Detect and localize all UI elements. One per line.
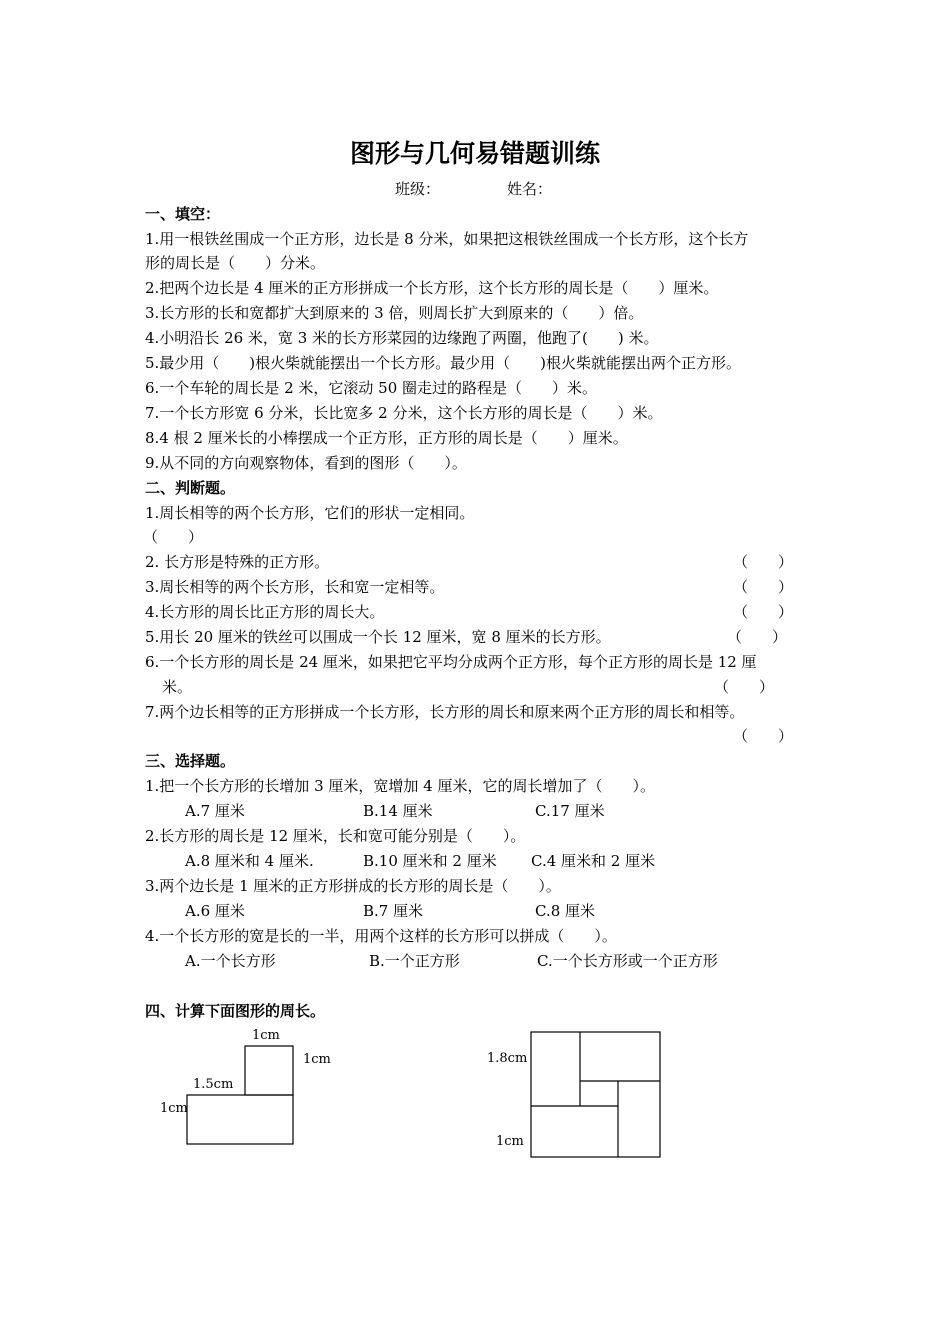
judge-q5-answer: （ ）	[727, 628, 788, 646]
judge-q2-answer: （ ）	[733, 553, 794, 571]
judge-q3-answer: （ ）	[733, 578, 794, 596]
fill-q4: 4.小明沿长 26 米，宽 3 米的长方形菜园的边缘跑了两圈，他跑了( ) 米。	[145, 329, 659, 347]
choice-q3-option-b: B.7 厘米	[363, 902, 424, 920]
figure-1-small-square	[245, 1046, 293, 1095]
figure-1-large-rectangle	[187, 1095, 293, 1144]
choice-q4-option-a: A.一个长方形	[185, 952, 276, 970]
fill-q9: 9.从不同的方向观察物体，看到的图形（ ）。	[145, 454, 467, 472]
fill-q1-line1: 1.用一根铁丝围成一个正方形，边长是 8 分米，如果把这根铁丝围成一个长方形，这个长方	[145, 230, 749, 248]
page-title: 图形与几何易错题训练	[349, 139, 600, 168]
choice-q2: 2.长方形的周长是 12 厘米，长和宽可能分别是（ ）。	[145, 827, 526, 845]
class-label: 班级：	[395, 180, 441, 198]
judge-q2: 2. 长方形是特殊的正方形。	[145, 553, 330, 571]
fill-q1-line2: 形的周长是（ ）分米。	[145, 254, 326, 272]
figure-2-top-left-label: 1.8cm	[487, 1051, 528, 1066]
choice-q4-option-b: B.一个正方形	[369, 952, 460, 970]
judge-q6-line2: 米。	[162, 678, 193, 696]
judge-q1: 1.周长相等的两个长方形，它们的形状一定相同。	[145, 504, 475, 522]
choice-q2-option-a: A.8 厘米和 4 厘米.	[185, 852, 314, 870]
calc-heading: 四、计算下面图形的周长。	[145, 1002, 326, 1020]
figure-1-left-label: 1cm	[160, 1101, 188, 1116]
figure-2-outer-square	[531, 1032, 660, 1157]
figure-1	[187, 1046, 293, 1144]
judge-heading: 二、判断题。	[145, 479, 236, 497]
choice-q3: 3.两个边长是 1 厘米的正方形拼成的长方形的周长是（ ）。	[145, 877, 561, 895]
fill-q6: 6.一个车轮的周长是 2 米，它滚动 50 圈走过的路程是（ ）米。	[145, 379, 598, 397]
judge-q7: 7.两个边长相等的正方形拼成一个长方形，长方形的周长和原来两个正方形的周长和相等。	[145, 703, 745, 721]
choice-q1: 1.把一个长方形的长增加 3 厘米，宽增加 4 厘米，它的周长增加了（ ）。	[145, 777, 655, 795]
figure-1-top-label: 1cm	[252, 1028, 280, 1043]
choice-q2-option-b: B.10 厘米和 2 厘米	[363, 852, 497, 870]
figure-1-mid-label: 1.5cm	[193, 1077, 234, 1092]
judge-q7-answer: （ ）	[733, 727, 794, 745]
choice-q3-option-c: C.8 厘米	[535, 902, 596, 920]
fill-q8: 8.4 根 2 厘米长的小棒摆成一个正方形，正方形的周长是（ ）厘米。	[145, 429, 628, 447]
figure-1-right-label: 1cm	[303, 1052, 331, 1067]
judge-q4: 4.长方形的周长比正方形的周长大。	[145, 603, 385, 621]
choice-q1-option-a: A.7 厘米	[185, 802, 245, 820]
judge-q5: 5.用长 20 厘米的铁丝可以围成一个长 12 厘米，宽 8 厘米的长方形。	[145, 628, 611, 646]
judge-q6-line1: 6.一个长方形的周长是 24 厘米，如果把它平均分成两个正方形，每个正方形的周长是 12 厘	[145, 653, 757, 671]
choice-q4: 4.一个长方形的宽是长的一半，用两个这样的长方形可以拼成（ ）。	[145, 927, 617, 945]
fill-q5: 5.最少用（ )根火柴就能摆出一个长方形。最少用（ )根火柴就能摆出两个正方形。	[145, 354, 742, 372]
figure-2	[531, 1032, 660, 1157]
choice-heading: 三、选择题。	[145, 752, 236, 770]
choice-q1-option-b: B.14 厘米	[363, 802, 433, 820]
choice-q1-option-c: C.17 厘米	[535, 802, 605, 820]
fill-heading: 一、填空：	[145, 205, 221, 223]
judge-q6-answer: （ ）	[714, 678, 775, 696]
choice-q4-option-c: C.一个长方形或一个正方形	[537, 952, 718, 970]
fill-q3: 3.长方形的长和宽都扩大到原来的 3 倍，则周长扩大到原来的（ ）倍。	[145, 304, 644, 322]
fill-q7: 7.一个长方形宽 6 分米，长比宽多 2 分米，这个长方形的周长是（ ）米。	[145, 404, 663, 422]
fill-q2: 2.把两个边长是 4 厘米的正方形拼成一个长方形，这个长方形的周长是（ ）厘米。	[145, 279, 719, 297]
judge-q3: 3.周长相等的两个长方形，长和宽一定相等。	[145, 578, 445, 596]
choice-q3-option-a: A.6 厘米	[185, 902, 245, 920]
judge-q4-answer: （ ）	[733, 603, 794, 621]
choice-q2-option-c: C.4 厘米和 2 厘米	[531, 852, 656, 870]
name-label: 姓名：	[507, 180, 553, 198]
judge-q1-answer: （ ）	[143, 528, 204, 546]
figure-2-bottom-left-label: 1cm	[496, 1134, 524, 1149]
